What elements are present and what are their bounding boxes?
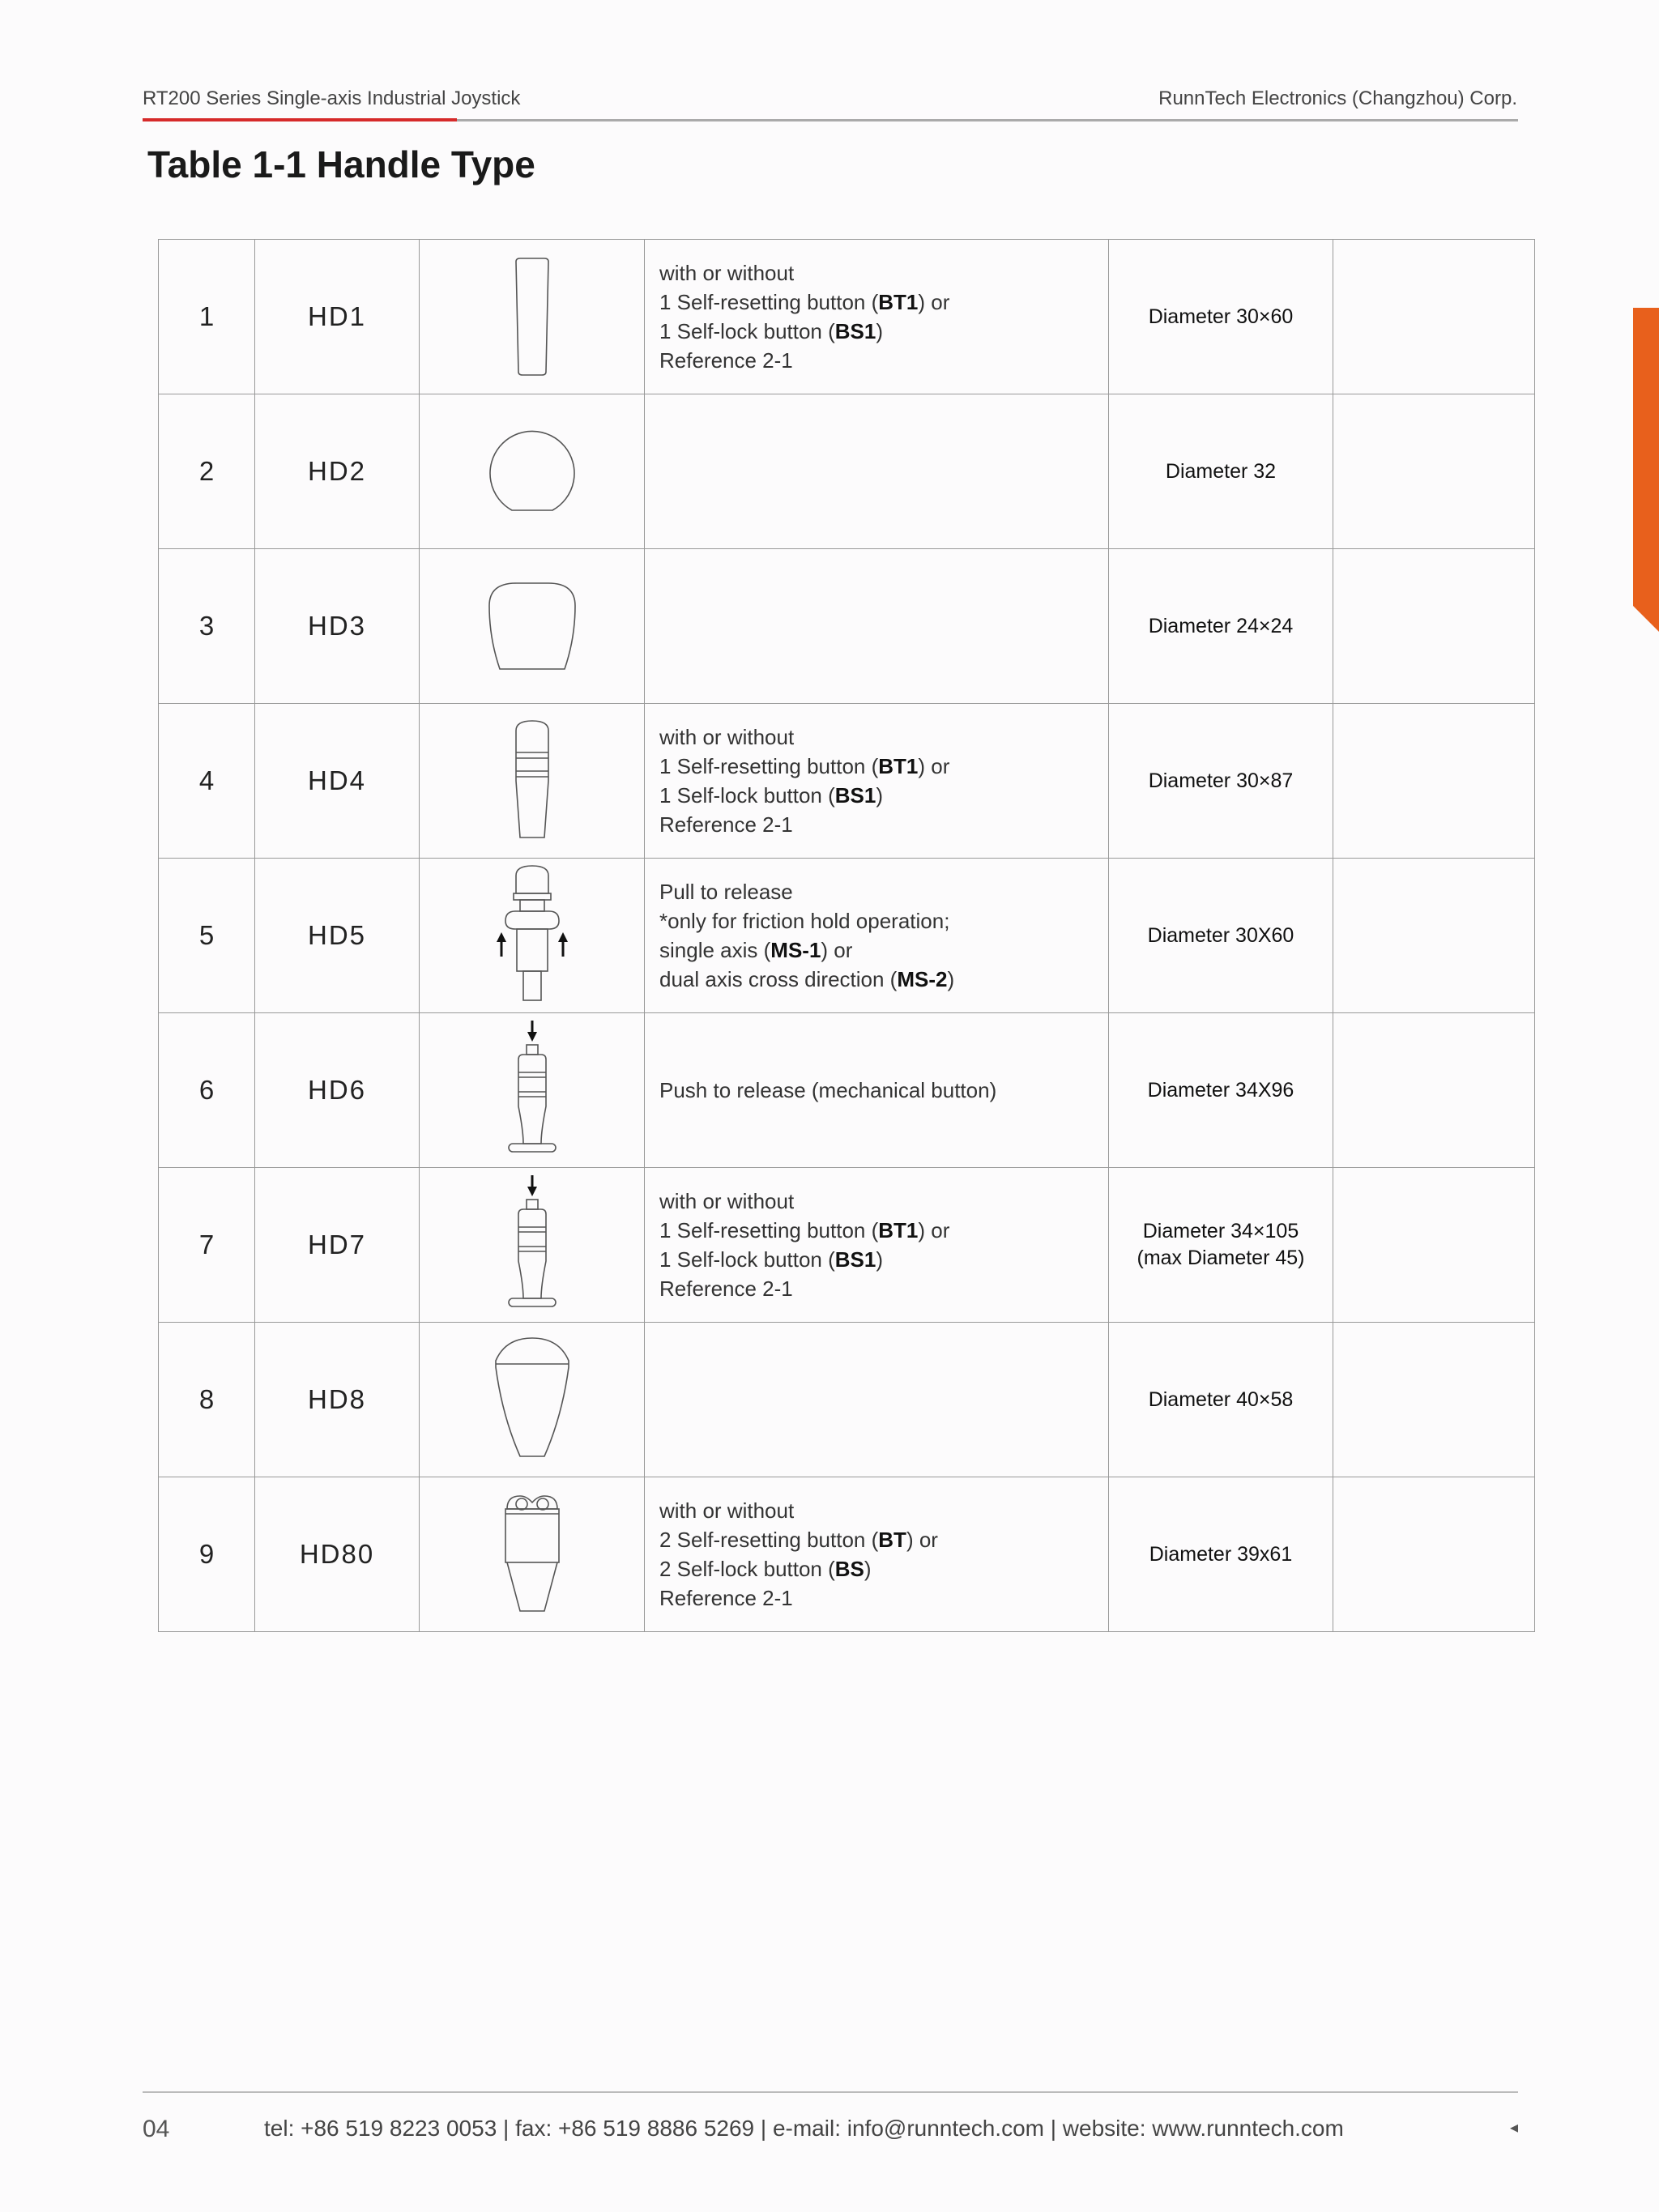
empty-cell [1333, 1477, 1535, 1632]
table-row [159, 1168, 1535, 1323]
dimension-line: Diameter 34X96 [1147, 1078, 1294, 1102]
handle-dimensions [1109, 704, 1333, 859]
row-number: 6 [159, 1013, 255, 1168]
empty-cell [1333, 1168, 1535, 1323]
handle-dimensions [1109, 859, 1333, 1013]
dimension-line: Diameter 32 [1165, 459, 1277, 483]
handle-model: HD3 [255, 549, 420, 704]
empty-cell [1333, 394, 1535, 549]
description-line: 2 Self-lock button (BS) [659, 1557, 872, 1581]
handle-dimensions [1109, 1477, 1333, 1632]
prev-page-arrow-icon[interactable]: ◂ [1510, 2119, 1519, 2137]
footer-rule [143, 2091, 1518, 2093]
empty-cell [1333, 1323, 1535, 1477]
description-line: 1 Self-lock button (BS1) [659, 1247, 884, 1272]
handle-dimensions [1109, 549, 1333, 704]
page-number: 04 [143, 2116, 170, 2142]
description-line: with or without [659, 1498, 795, 1523]
handle-model: HD1 [255, 240, 420, 394]
header-rule-accent [143, 118, 457, 121]
table-row [159, 704, 1535, 859]
description-line: Reference 2-1 [659, 812, 793, 837]
header-doc-title: RT200 Series Single-axis Industrial Joystick [143, 87, 521, 109]
handle-dimensions [1109, 1323, 1333, 1477]
handle-dimensions [1109, 1168, 1333, 1323]
hd7-handle-icon [420, 1168, 645, 1323]
table-row [159, 1323, 1535, 1477]
table-row [159, 549, 1535, 704]
description-line: Reference 2-1 [659, 1586, 793, 1610]
description-line: 1 Self-resetting button (BT1) or [659, 290, 950, 314]
handle-dimensions [1109, 394, 1333, 549]
handle-model: HD80 [255, 1477, 420, 1632]
row-number: 2 [159, 394, 255, 549]
dimension-line: Diameter 39x61 [1149, 1542, 1293, 1566]
description-line: with or without [659, 1189, 795, 1213]
empty-cell [1333, 240, 1535, 394]
hd8-handle-icon [420, 1323, 645, 1477]
row-number: 4 [159, 704, 255, 859]
handle-description [645, 859, 1109, 1013]
page-title: Table 1-1 Handle Type [147, 143, 535, 185]
empty-cell [1333, 1013, 1535, 1168]
handle-description [645, 1013, 1109, 1168]
description-line: with or without [659, 725, 795, 749]
row-number: 5 [159, 859, 255, 1013]
handle-description [645, 240, 1109, 394]
hd80-handle-icon [420, 1477, 645, 1632]
table-row [159, 394, 1535, 549]
description-line: Reference 2-1 [659, 348, 793, 373]
table-row [159, 1477, 1535, 1632]
handle-description [645, 394, 1109, 549]
description-line: with or without [659, 261, 795, 285]
dimension-line: Diameter 30×87 [1148, 769, 1294, 792]
header-company: RunnTech Electronics (Changzhou) Corp. [1158, 87, 1517, 109]
row-number: 9 [159, 1477, 255, 1632]
footer-contact: tel: +86 519 8223 0053 | fax: +86 519 8886 5269 | e-mail: info@runntech.com | website: www.runntech.com [264, 2116, 1344, 2141]
dimension-line: Diameter 24×24 [1148, 614, 1294, 637]
handle-model: HD5 [255, 859, 420, 1013]
description-line: dual axis cross direction (MS-2) [659, 967, 955, 991]
handle-model: HD2 [255, 394, 420, 549]
hd3-handle-icon [420, 549, 645, 704]
handle-type-table [158, 239, 1535, 1632]
handle-description [645, 1323, 1109, 1477]
table-row [159, 859, 1535, 1013]
hd4-handle-icon [420, 704, 645, 859]
handle-dimensions [1109, 1013, 1333, 1168]
handle-model: HD7 [255, 1168, 420, 1323]
empty-cell [1333, 859, 1535, 1013]
hd2-handle-icon [420, 394, 645, 549]
hd6-handle-icon [420, 1013, 645, 1168]
row-number: 1 [159, 240, 255, 394]
handle-model: HD4 [255, 704, 420, 859]
dimension-line: (max Diameter 45) [1137, 1247, 1305, 1269]
description-line: Push to release (mechanical button) [659, 1078, 997, 1102]
hd1-handle-icon [420, 240, 645, 394]
handle-description [645, 1168, 1109, 1323]
table-row [159, 1013, 1535, 1168]
row-number: 7 [159, 1168, 255, 1323]
description-line: 1 Self-resetting button (BT1) or [659, 754, 950, 778]
row-number: 8 [159, 1323, 255, 1477]
description-line: 1 Self-lock button (BS1) [659, 319, 884, 343]
table-row [159, 240, 1535, 394]
dimension-line: Diameter 30X60 [1147, 923, 1294, 947]
handle-model: HD8 [255, 1323, 420, 1477]
handle-description [645, 704, 1109, 859]
description-line: Reference 2-1 [659, 1276, 793, 1301]
handle-description [645, 1477, 1109, 1632]
handle-model: HD6 [255, 1013, 420, 1168]
description-line: single axis (MS-1) or [659, 938, 853, 962]
empty-cell [1333, 549, 1535, 704]
handle-description [645, 549, 1109, 704]
handle-dimensions [1109, 240, 1333, 394]
empty-cell [1333, 704, 1535, 859]
description-line: *only for friction hold operation; [659, 909, 950, 933]
dimension-line: Diameter 34×105 [1142, 1220, 1299, 1242]
description-line: 1 Self-resetting button (BT1) or [659, 1218, 950, 1242]
row-number: 3 [159, 549, 255, 704]
hd5-handle-icon [420, 859, 645, 1013]
side-tab-marker [1633, 308, 1659, 632]
description-line: Pull to release [659, 880, 793, 904]
description-line: 1 Self-lock button (BS1) [659, 783, 884, 808]
dimension-line: Diameter 40×58 [1148, 1387, 1294, 1411]
description-line: 2 Self-resetting button (BT) or [659, 1528, 938, 1552]
dimension-line: Diameter 30×60 [1148, 305, 1294, 328]
